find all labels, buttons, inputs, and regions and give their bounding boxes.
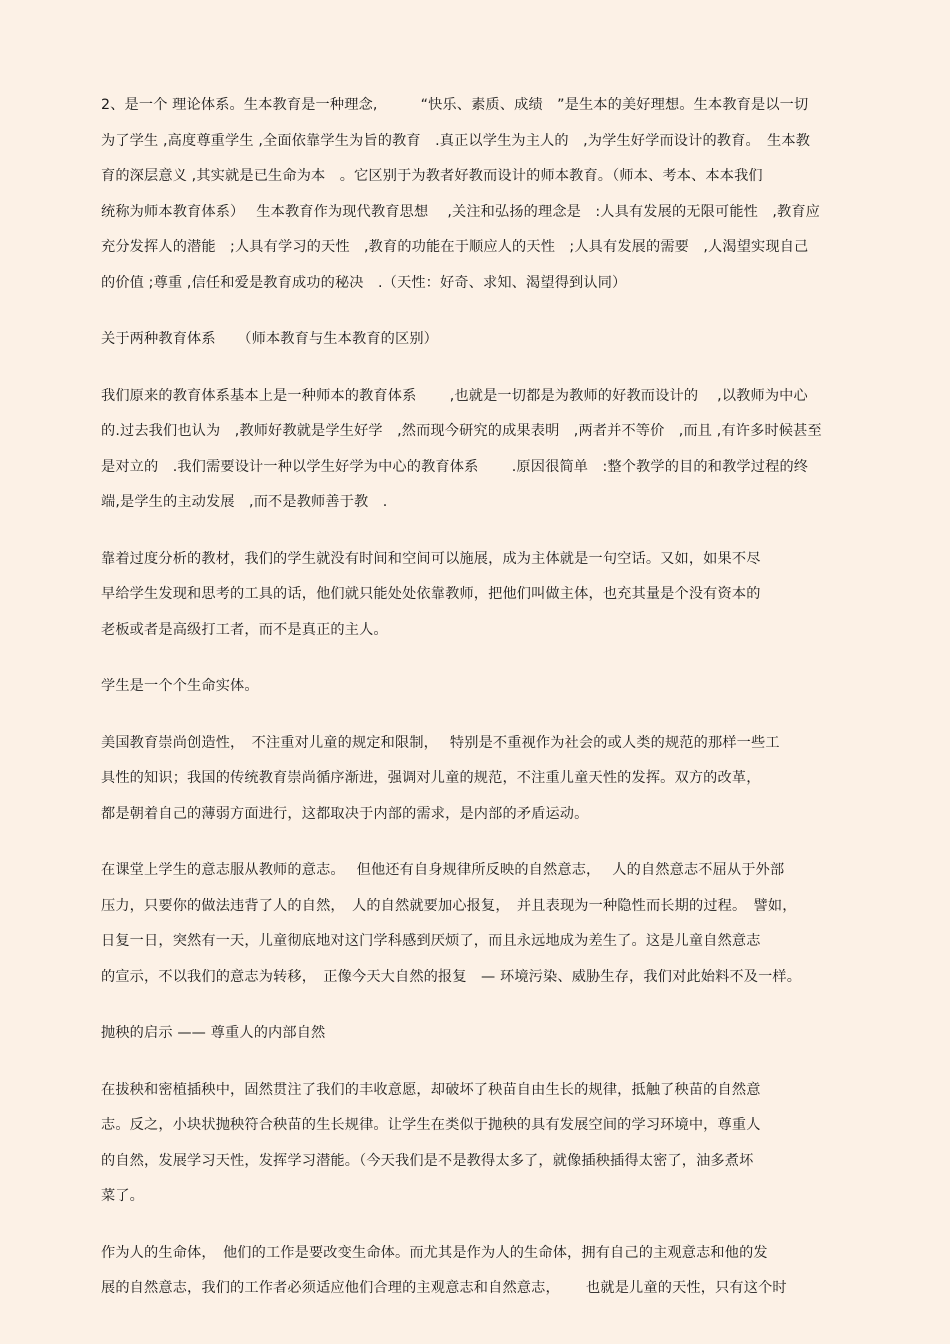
paragraph [101, 542, 847, 649]
paragraph [101, 1236, 847, 1307]
paragraph [101, 726, 847, 833]
text-line: 都是朝着自己的薄弱方面进行，这都取决于内部的需求，是内部的矛盾运动。 [101, 805, 589, 822]
text-line: 2、是一个 理论体系。生本教育是一种理念, “快乐、素质、成绩 ”是生本的美好理想。生本教育是以一切 [101, 97, 809, 113]
text-line: 学生是一个个生命实体。 [101, 678, 259, 694]
paragraph [101, 1073, 847, 1215]
text-line: 具性的知识；我国的传统教育崇尚循序渐进，强调对儿童的规范，不注重儿童天性的发挥。双方的改革， [101, 770, 761, 786]
document-body [101, 88, 847, 1328]
text-line: 的.过去我们也认为 ,教师好教就是学生好学 ,然而现今研究的成果表明 ,两者并不等价 ,而且 ,有许多时候甚至 [101, 423, 822, 439]
section-heading [101, 669, 847, 705]
text-line: 我们原来的教育体系基本上是一种师本的教育体系 ,也就是一切都是为教师的好教而设计的 ,以教师为中心 [101, 387, 808, 404]
section-heading [101, 322, 847, 358]
text-line: 志。反之，小块状抛秧符合秧苗的生长规律。让学生在类似于抛秧的具有发展空间的学习环境中，尊重人 [101, 1117, 761, 1133]
text-line: 为了学生 ,高度尊重学生 ,全面依靠学生为旨的教育 .真正以学生为主人的 ,为学生好学而设计的教育。 生本教 [101, 132, 811, 149]
text-line: 作为人的生命体， 他们的工作是要改变生命体。而尤其是作为人的生命体，拥有自己的主观意志和他的发 [101, 1244, 768, 1261]
text-line: 是对立的 .我们需要设计一种以学生好学为中心的教育体系 .原因很简单 :整个教学的目的和教学过程的终 [101, 458, 809, 475]
text-line: 关于两种教育体系 （师本教育与生本教育的区别） [101, 331, 439, 347]
paragraph [101, 88, 847, 301]
text-line: 的自然，发展学习天性，发挥学习潜能。（今天我们是不是教得太多了，就像插秧插得太密了，油多煮坏 [101, 1152, 754, 1169]
text-line: 统称为师本教育体系） 生本教育作为现代教育思想 ,关注和弘扬的理念是 :人具有发展的无限可能性 ,教育应 [101, 203, 821, 220]
text-line: 美国教育崇尚创造性， 不注重对儿童的规定和限制， 特别是不重视作为社会的或人类的规范的那样一些工 [101, 734, 780, 751]
text-line: 菜了。 [101, 1188, 145, 1204]
text-line: 育的深层意义 ,其实就是已生命为本 。它区别于为教者好教而设计的师本教育。（师本、考本、本本我们 [101, 168, 763, 184]
text-line: 靠着过度分析的教材，我们的学生就没有时间和空间可以施展，成为主体就是一句空话。又如，如果不尽 [101, 550, 761, 567]
text-line: 压力，只要你的做法违背了人的自然， 人的自然就要加心报复， 并且表现为一种隐性而长期的过程。 譬如， [101, 897, 797, 914]
text-line: 的宣示，不以我们的意志为转移， 正像今天大自然的报复 — 环境污染、威胁生存，我们对此始料不及一样。 [101, 968, 802, 985]
text-line: 充分发挥人的潜能 ;人具有学习的天性 ,教育的功能在于顺应人的天性 ;人具有发展的需要 ,人渴望实现自己 [101, 239, 809, 255]
text-line: 早给学生发现和思考的工具的话，他们就只能处处依靠教师，把他们叫做主体，也充其量是个没有资本的 [101, 586, 761, 602]
text-line: 在课堂上学生的意志服从教师的意志。 但他还有自身规律所反映的自然意志， 人的自然意志不屈从于外部 [101, 862, 785, 878]
text-line: 的价值 ;尊重 ,信任和爱是教育成功的秘决 .（天性：好奇、求知、渴望得到认同） [101, 274, 627, 291]
paragraph [101, 853, 847, 995]
text-line: 老板或者是高级打工者，而不是真正的主人。 [101, 621, 388, 638]
section-heading [101, 1016, 847, 1052]
text-line: 日复一日，突然有一天，儿童彻底地对这门学科感到厌烦了，而且永远地成为差生了。这是儿童自然意志 [101, 933, 761, 949]
text-line: 端,是学生的主动发展 ,而不是教师善于教 . [101, 494, 388, 510]
text-line: 展的自然意志，我们的工作者必须适应他们合理的主观意志和自然意志， 也就是儿童的天性，只有这个时 [101, 1280, 787, 1296]
text-line: 抛秧的启示 —— 尊重人的内部自然 [101, 1025, 326, 1041]
text-line: 在拔秧和密植插秧中，固然贯注了我们的丰收意愿，却破坏了秧苗自由生长的规律，抵触了秧苗的自然意 [101, 1081, 761, 1098]
paragraph [101, 379, 847, 521]
